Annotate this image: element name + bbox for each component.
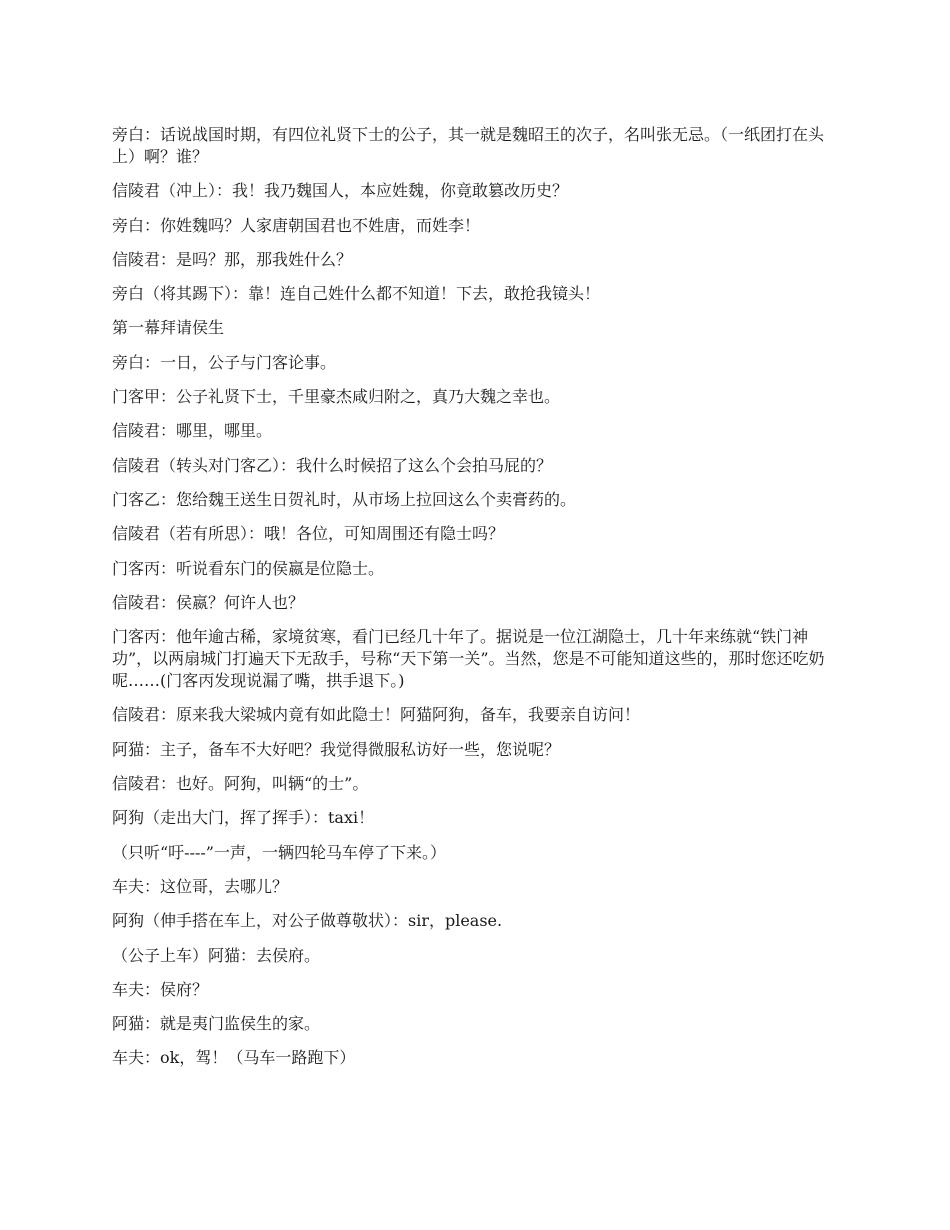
dialogue-paragraph: 阿猫：主子，备车不大好吧？我觉得微服私访好一些，您说呢？ bbox=[112, 739, 561, 759]
dialogue-paragraph: 阿狗（伸手搭在车上，对公子做尊敬状）：sir，please. bbox=[112, 911, 503, 931]
dialogue-paragraph: 门客丙：听说看东门的侯嬴是位隐士。 bbox=[112, 558, 385, 578]
dialogue-paragraph: 信陵君：侯嬴？何许人也？ bbox=[112, 592, 305, 612]
dialogue-paragraph: 门客丙：他年逾古稀，家境贫寒，看门已经几十年了。据说是一位江湖隐士，几十年来练就“铁门神功”，以两扇城门打遍天下无敌手，号称“天下第一关”。当然，您是不可能知道这些的，那时您还吃奶呢……(门客丙发现说漏了嘴，拱手退下。) bbox=[112, 627, 825, 691]
dialogue-paragraph: 信陵君（转头对门客乙）：我什么时候招了这么个会拍马屁的？ bbox=[112, 455, 553, 475]
dialogue-paragraph: 车夫：ok，驾！（马车一路跑下） bbox=[112, 1048, 356, 1068]
narration-paragraph: 旁白：话说战国时期，有四位礼贤下士的公子，其一就是魏昭王的次子，名叫张无忌。（一纸团打在头上）啊？谁？ bbox=[112, 125, 825, 166]
dialogue-paragraph: 信陵君（冲上）：我！我乃魏国人，本应姓魏，你竟敢篡改历史？ bbox=[112, 181, 569, 201]
dialogue-paragraph: 旁白：你姓魏吗？人家唐朝国君也不姓唐，而姓李！ bbox=[112, 215, 481, 235]
document-page bbox=[112, 124, 842, 1082]
act-heading: 第一幕拜请侯生 bbox=[112, 318, 225, 338]
dialogue-paragraph: 旁白（将其踢下）：靠！连自己姓什么都不知道！下去，敢抢我镜头！ bbox=[112, 284, 601, 304]
dialogue-paragraph: 信陵君：也好。阿狗，叫辆“的士”。 bbox=[112, 774, 369, 794]
dialogue-paragraph: 信陵君（若有所思）：哦！各位，可知周围还有隐士吗？ bbox=[112, 524, 505, 544]
dialogue-paragraph: 信陵君：哪里，哪里。 bbox=[112, 421, 273, 441]
dialogue-paragraph: 车夫：这位哥，去哪儿？ bbox=[112, 876, 289, 896]
dialogue-paragraph: 车夫：侯府？ bbox=[112, 979, 209, 999]
dialogue-paragraph: 阿狗（走出大门，挥了挥手）：taxi！ bbox=[112, 808, 375, 828]
dialogue-paragraph: 旁白：一日，公子与门客论事。 bbox=[112, 352, 337, 372]
stage-direction: （只听“吁----”一声，一辆四轮马车停了下来。） bbox=[112, 842, 446, 862]
dialogue-paragraph: 信陵君：是吗？那，那我姓什么？ bbox=[112, 249, 353, 269]
dialogue-paragraph: （公子上车）阿猫：去侯府。 bbox=[112, 945, 321, 965]
dialogue-paragraph: 信陵君：原来我大梁城内竟有如此隐士！阿猫阿狗，备车，我要亲自访问！ bbox=[112, 705, 641, 725]
dialogue-paragraph: 门客甲：公子礼贤下士，千里豪杰咸归附之，真乃大魏之幸也。 bbox=[112, 387, 561, 407]
dialogue-paragraph: 阿猫：就是夷门监侯生的家。 bbox=[112, 1014, 321, 1034]
dialogue-paragraph: 门客乙：您给魏王送生日贺礼时，从市场上拉回这么个卖膏药的。 bbox=[112, 489, 577, 509]
